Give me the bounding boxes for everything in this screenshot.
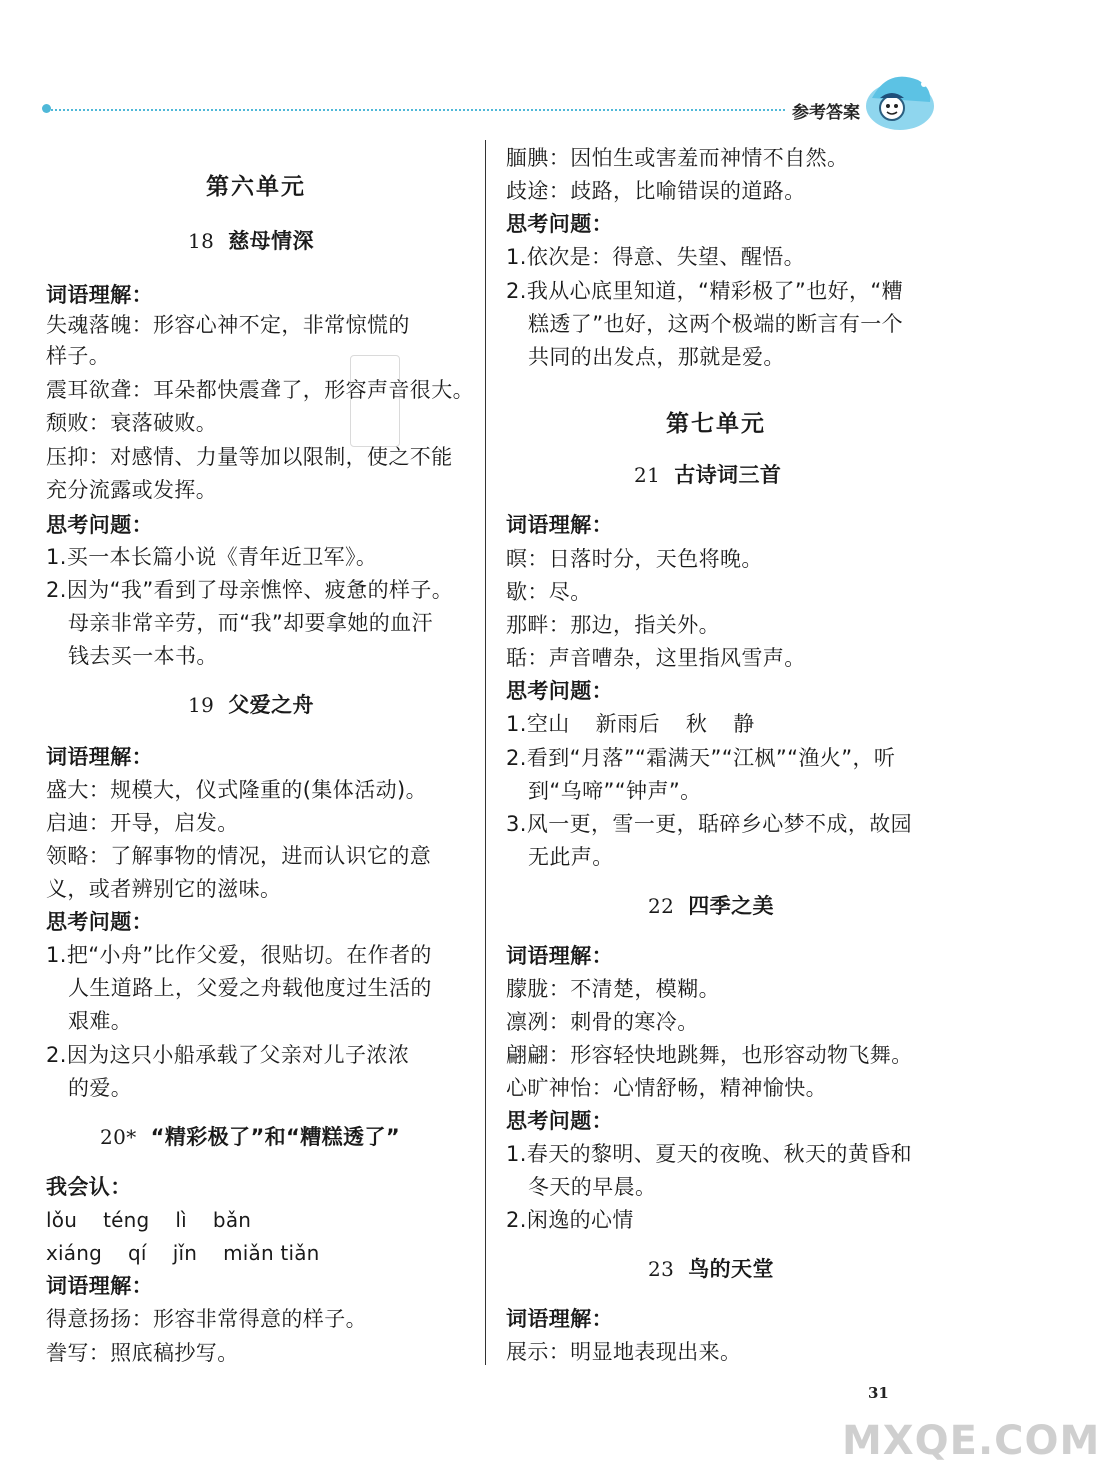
text-line: 启迪：开导，启发。 (46, 811, 239, 835)
lesson-number: 22 (648, 894, 675, 918)
answer-part: 1.空山 (506, 712, 570, 736)
text-line: 人生道路上，父爱之舟载他度过生活的 (68, 976, 432, 1000)
section-label: 词语理解： (46, 1274, 153, 1298)
stamp-mark (350, 355, 400, 447)
lesson-number: 18 (188, 229, 215, 253)
text-line: 歧途：歧路，比喻错误的道路。 (506, 179, 806, 203)
text-line: 盛大：规模大，仪式隆重的(集体活动)。 (46, 778, 427, 802)
text-line: 压抑：对感情、力量等加以限制，使之不能 (46, 445, 453, 469)
text-line: 充分流露或发挥。 (46, 478, 218, 502)
text-line: 得意扬扬：形容非常得意的样子。 (46, 1307, 367, 1331)
lesson-title: 四季之美 (688, 894, 774, 918)
text-line: 2.闲逸的心情 (506, 1208, 634, 1232)
text-line: 1.春天的黎明、夏天的夜晚、秋天的黄昏和 (506, 1142, 913, 1166)
lesson-number: 23 (648, 1257, 675, 1281)
lesson-title: 古诗词三首 (674, 463, 782, 487)
lesson-heading (188, 690, 314, 720)
section-label: 思考问题： (506, 1109, 613, 1133)
section-label: 词语理解： (506, 1307, 613, 1331)
section-label: 词语理解： (46, 745, 153, 769)
section-label: 词语理解： (506, 513, 613, 537)
pinyin-row (46, 1238, 320, 1268)
pinyin: bǎn (212, 1208, 252, 1232)
text-line: 到“乌啼”“钟声”。 (528, 779, 702, 803)
text-line: 凛冽：刺骨的寒冷。 (506, 1010, 699, 1034)
text-line: 冬天的早晨。 (528, 1175, 657, 1199)
pinyin: lǒu (46, 1208, 78, 1232)
text-line: 展示：明显地表现出来。 (506, 1340, 742, 1364)
page-number: 31 (868, 1384, 889, 1402)
text-line: 腼腆：因怕生或害羞而神情不自然。 (506, 146, 849, 170)
lesson-number: 20* (100, 1125, 137, 1149)
text-line: 2.我从心底里知道，“精彩极了”也好，“糟 (506, 279, 904, 303)
answer-part: 秋 (685, 712, 708, 736)
lesson-heading (634, 460, 781, 490)
text-line: 1.依次是：得意、失望、醒悟。 (506, 245, 806, 269)
text-line: 无此声。 (528, 845, 614, 869)
section-label: 思考问题： (506, 212, 613, 236)
text-line: 失魂落魄：形容心神不定，非常惊慌的 (46, 313, 410, 337)
pinyin: qí (128, 1241, 147, 1265)
section-label: 词语理解： (46, 283, 153, 307)
text-line: 2.因为“我”看到了母亲憔悴、疲惫的样子。 (46, 578, 454, 602)
text-line: 誊写：照底稿抄写。 (46, 1341, 239, 1365)
lesson-number: 19 (188, 693, 215, 717)
pinyin: lì (175, 1208, 187, 1232)
lesson-title: 鸟的天堂 (688, 1257, 774, 1281)
text-line: 聒：声音嘈杂，这里指风雪声。 (506, 646, 806, 670)
text-line: 歇：尽。 (506, 580, 592, 604)
header-title: 参考答案 (786, 98, 866, 123)
text-line: 那畔：那边，指关外。 (506, 613, 720, 637)
text-line (506, 709, 755, 739)
lesson-title: 慈母情深 (228, 229, 314, 253)
section-label: 思考问题： (506, 679, 613, 703)
lesson-heading (188, 226, 314, 256)
lesson-title: “精彩极了”和“糟糕透了” (150, 1125, 401, 1149)
text-line: 领略：了解事物的情况，进而认识它的意 (46, 844, 432, 868)
lesson-heading (100, 1122, 400, 1152)
pinyin: jǐn (172, 1241, 198, 1265)
text-line: 颓败：衰落破败。 (46, 411, 218, 435)
text-line: 心旷神怡：心情舒畅，精神愉快。 (506, 1076, 827, 1100)
text-line: 震耳欲聋：耳朵都快震聋了，形容声音很大。 (46, 378, 474, 402)
answer-part: 静 (733, 712, 755, 736)
text-line: 共同的出发点，那就是爱。 (528, 345, 785, 369)
text-line: 母亲非常辛劳，而“我”却要拿她的血汗 (68, 611, 433, 635)
mascot-icon (858, 58, 938, 138)
section-label: 词语理解： (506, 944, 613, 968)
lesson-number: 21 (634, 463, 661, 487)
pinyin: xiáng (46, 1241, 103, 1265)
section-label: 思考问题： (46, 513, 153, 537)
unit-heading: 第七单元 (666, 411, 766, 437)
text-line: 钱去买一本书。 (68, 644, 218, 668)
text-line: 1.把“小舟”比作父爱，很贴切。在作者的 (46, 943, 432, 967)
lesson-title: 父爱之舟 (228, 693, 314, 717)
text-line: 艰难。 (68, 1009, 133, 1033)
text-line: 义，或者辨别它的滋味。 (46, 877, 282, 901)
text-line: 2.看到“月落”“霜满天”“江枫”“渔火”，听 (506, 746, 896, 770)
text-line: 3.风一更，雪一更，聒碎乡心梦不成，故园 (506, 812, 913, 836)
text-line: 翩翩：形容轻快地跳舞，也形容动物飞舞。 (506, 1043, 913, 1067)
section-label: 我会认： (46, 1175, 132, 1199)
pinyin-row (46, 1205, 251, 1235)
lesson-heading (648, 891, 774, 921)
text-line: 朦胧：不清楚，模糊。 (506, 977, 720, 1001)
text-line: 1.买一本长篇小说《青年近卫军》。 (46, 545, 378, 569)
pinyin: miǎn tiǎn (223, 1241, 320, 1265)
lesson-heading (648, 1254, 774, 1284)
pinyin: téng (103, 1208, 150, 1232)
text-line: 的爱。 (68, 1076, 133, 1100)
text-line: 样子。 (46, 344, 111, 368)
header-rule (48, 109, 828, 111)
watermark-text: MXQE.COM (842, 1418, 1100, 1464)
answer-part: 新雨后 (595, 712, 660, 736)
text-line: 2.因为这只小船承载了父亲对儿子浓浓 (46, 1043, 410, 1067)
text-line: 暝：日落时分，天色将晚。 (506, 547, 763, 571)
section-label: 思考问题： (46, 910, 153, 934)
column-divider (485, 140, 486, 1365)
unit-heading: 第六单元 (206, 174, 306, 200)
text-line: 糕透了”也好，这两个极端的断言有一个 (528, 312, 904, 336)
